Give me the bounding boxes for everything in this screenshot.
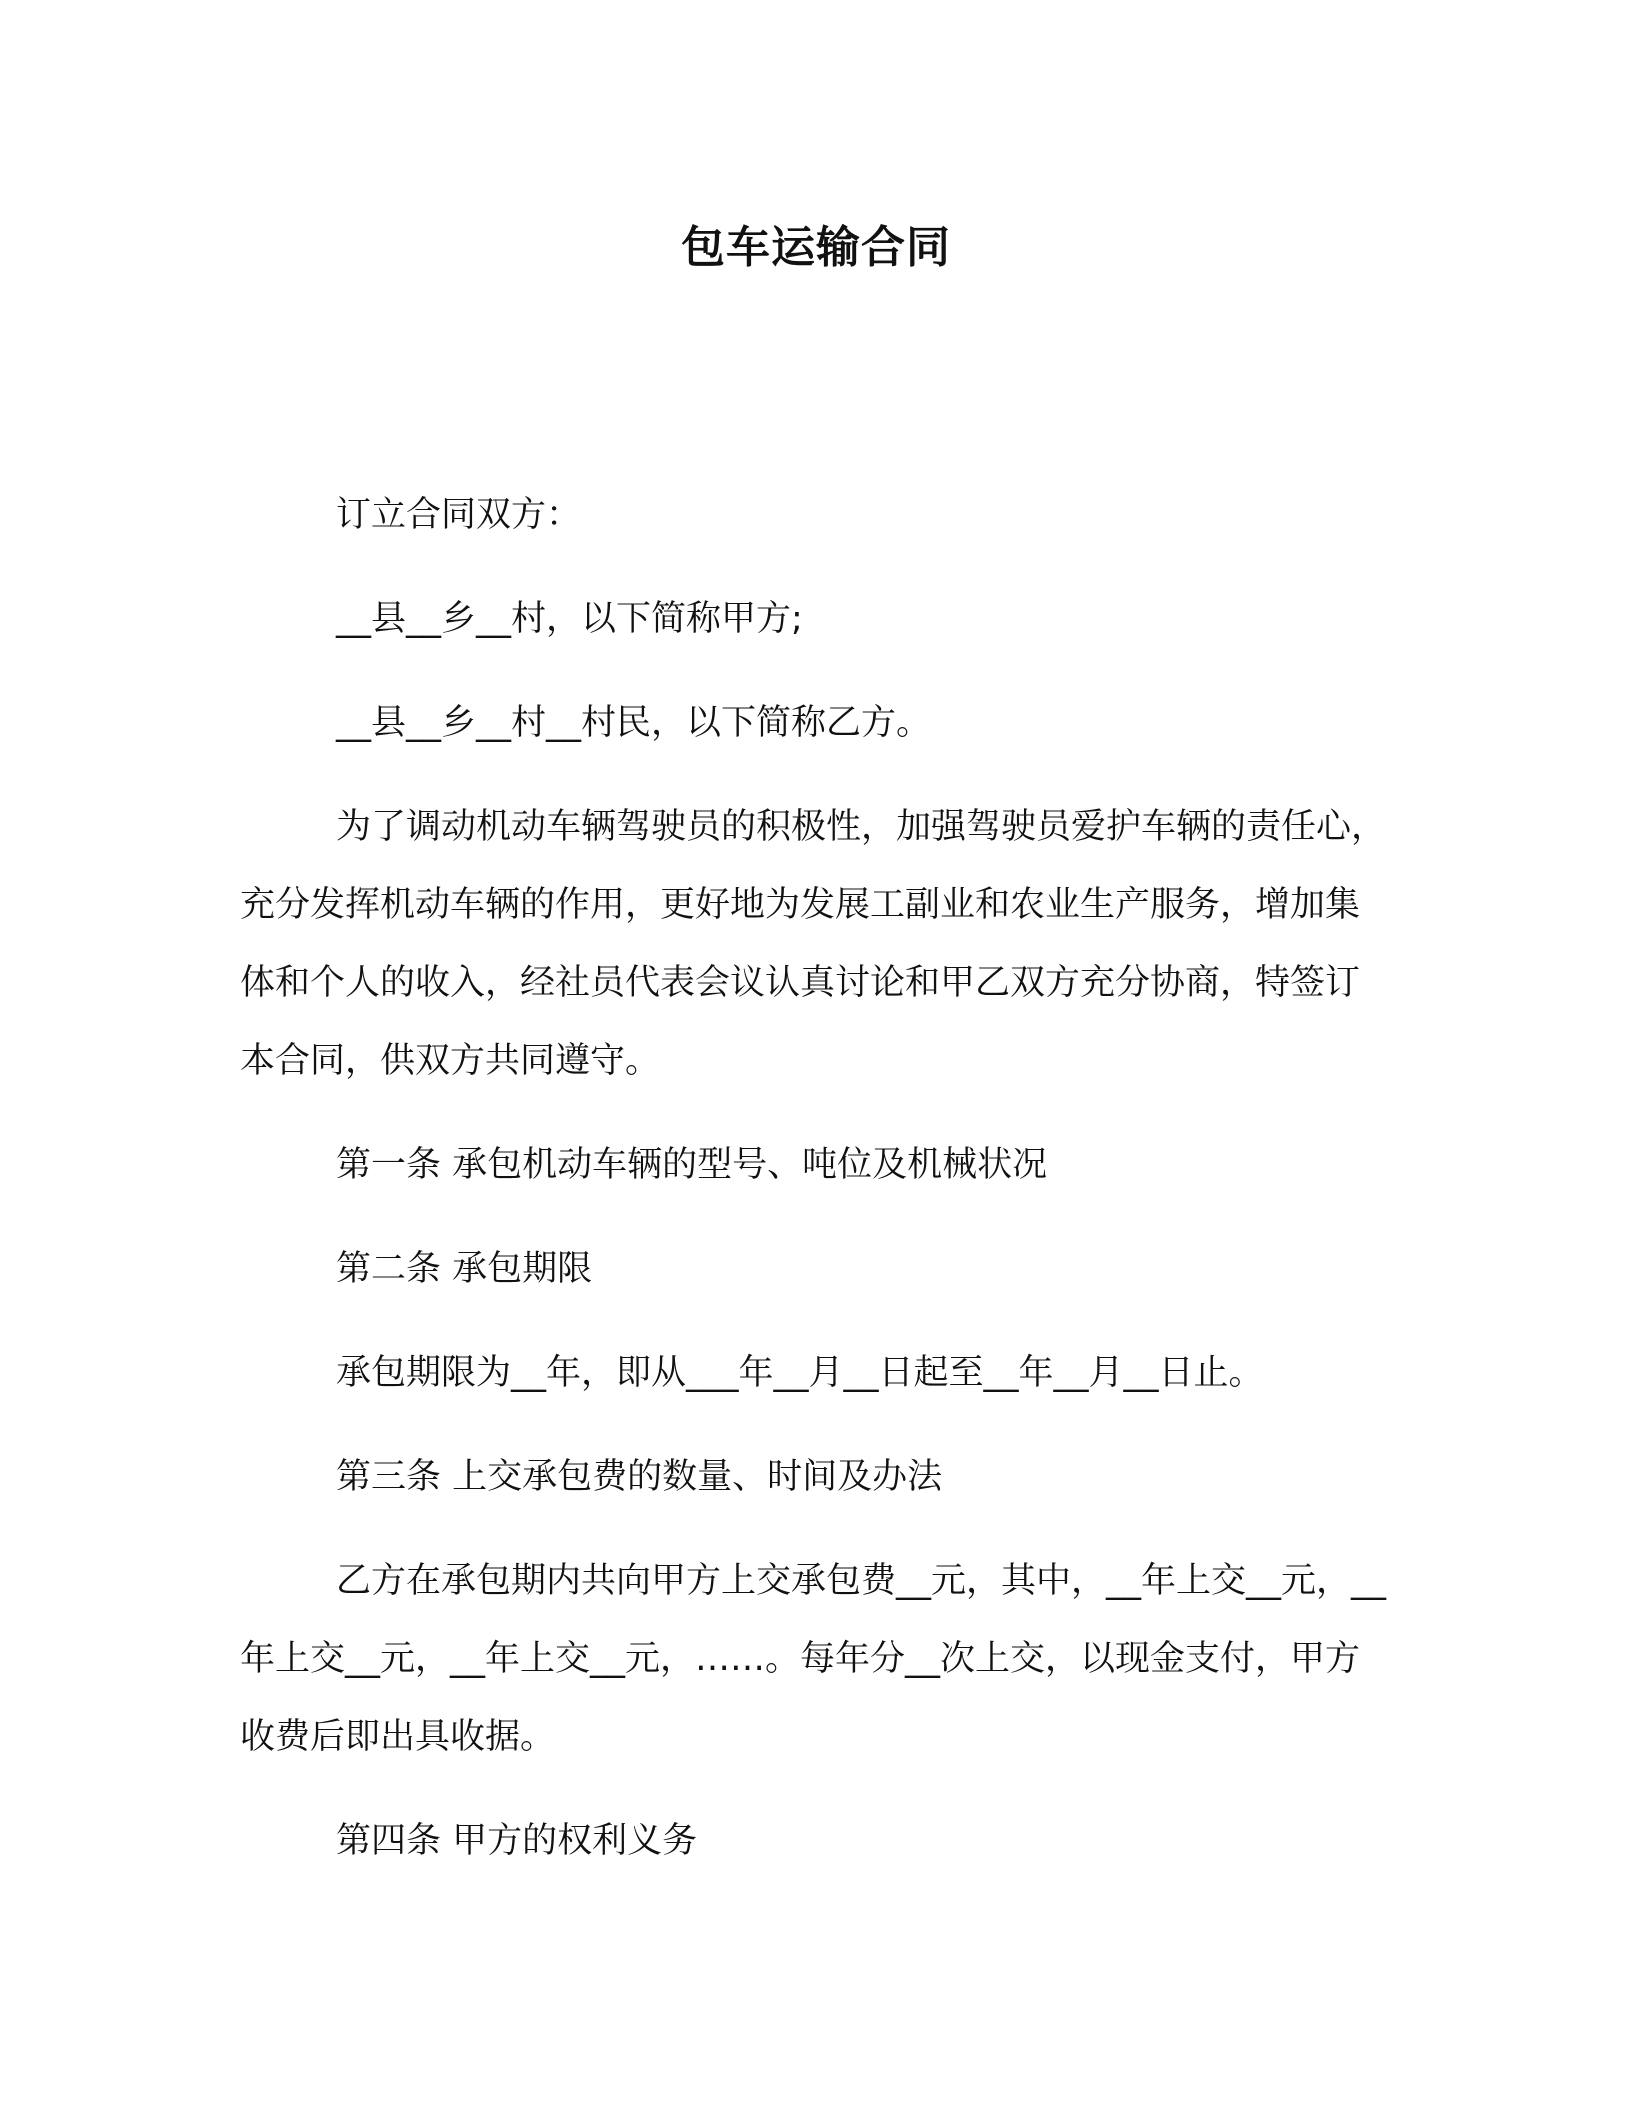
paragraph-contract-term: 承包期限为__年，即从___年__月__日起至__年__月__日止。: [336, 1353, 1264, 1393]
article-3-heading: 第三条 上交承包费的数量、时间及办法: [336, 1457, 943, 1497]
paragraph-parties-intro: 订立合同双方：: [336, 495, 582, 535]
paragraph-fee-payment: 乙方在承包期内共向甲方上交承包费__元，其中，__年上交__元，__年上交__元，__年上交__元，……。每年分__次上交，以现金支付，甲方收费后即出具收据。: [240, 1561, 1387, 1757]
paragraph-purpose: 为了调动机动车辆驾驶员的积极性，加强驾驶员爱护车辆的责任心，充分发挥机动车辆的作用，更好地为发展工副业和农业生产服务，增加集体和个人的收入，经社员代表会议认真讨论和甲乙双方充分协商，特签订本合同，供双方共同遵守。: [240, 807, 1387, 1081]
paragraph-party-b: __县__乡__村__村民，以下简称乙方。: [336, 703, 932, 743]
article-1-heading: 第一条 承包机动车辆的型号、吨位及机械状况: [336, 1145, 1048, 1185]
paragraph-party-a: __县__乡__村，以下简称甲方;: [336, 599, 803, 639]
article-4-heading: 第四条 甲方的权利义务: [336, 1821, 698, 1861]
article-2-heading: 第二条 承包期限: [336, 1249, 593, 1289]
document-body: [240, 476, 1390, 1880]
document-title: 包车运输合同: [681, 222, 951, 273]
